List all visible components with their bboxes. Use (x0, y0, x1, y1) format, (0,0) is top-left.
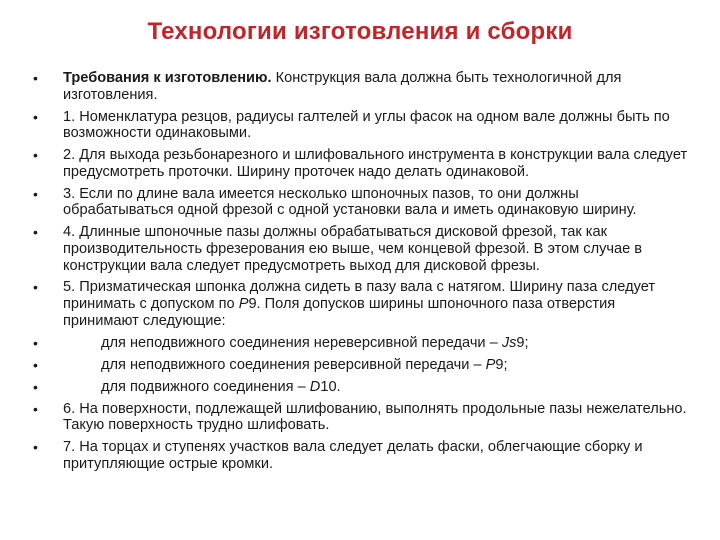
list-item (30, 379, 690, 396)
bullet-list (30, 70, 690, 478)
list-item (30, 439, 690, 472)
slide-title: Технологии изготовления и сборки (147, 18, 573, 45)
item-tolerance: Js (501, 334, 517, 351)
item-body-start: 5. Призматическая шпонка должна сидеть в пазу вала с натягом. Ширину паза следует принимать с допуском по (63, 279, 656, 313)
item-text (63, 357, 508, 373)
item-body-end: 9; (516, 334, 529, 351)
list-item (30, 109, 690, 142)
list-item (30, 186, 690, 219)
bullet-dot: • (33, 400, 38, 417)
item-text (63, 70, 621, 103)
item-text: 3. Если по длине вала имеется несколько шпоночных пазов, то они должны обрабатываться одной фрезой с одной установки вала и иметь одинаковую ширину. (63, 185, 637, 219)
list-item (30, 401, 690, 434)
item-body-start: для неподвижного соединения нереверсивной передачи – (101, 334, 502, 351)
bullet-dot: • (33, 108, 38, 125)
bullet-dot: • (33, 224, 38, 241)
bullet-dot: • (33, 378, 38, 395)
item-body-end: 9; (495, 356, 508, 373)
list-item (30, 224, 690, 274)
item-body: Конструкция вала должна быть технологичной для изготовления. (63, 70, 622, 103)
list-item (30, 147, 690, 180)
item-text (63, 335, 529, 351)
item-tolerance: Р (238, 296, 249, 313)
list-item (30, 279, 690, 329)
item-text: 7. На торцах и ступенях участков вала следует делать фаски, облегчающие сборку и притупляющие острые кромки. (63, 439, 643, 472)
item-text: 2. Для выхода резьбонарезного и шлифовального инструмента в конструкции вала следует предусмотреть проточки. Ширину проточек надо делать одинаковой. (63, 147, 688, 180)
bullet-dot: • (33, 439, 38, 456)
item-text (63, 379, 341, 395)
item-text: 4. Длинные шпоночные пазы должны обрабатываться дисковой фрезой, так как производительность фрезерования ею выше, чем концевой фрезой. В этом случае в конструкции вала следует предусмотреть выход для дисковой фрезы. (63, 224, 643, 274)
list-item (30, 357, 690, 374)
item-text (63, 279, 655, 328)
item-lead: Требования к изготовлению. (63, 70, 272, 86)
bullet-dot: • (33, 356, 38, 373)
bullet-dot: • (33, 70, 38, 86)
item-tolerance: D (309, 378, 321, 395)
bullet-dot: • (33, 334, 38, 351)
list-item (30, 70, 690, 103)
item-text: 6. На поверхности, подлежащей шлифованию, выполнять продольные пазы нежелательно. Такую поверхность трудно шлифовать. (63, 400, 687, 434)
bullet-dot: • (33, 185, 38, 202)
item-body-end: 10. (320, 378, 341, 395)
list-item (30, 335, 690, 352)
item-body-start: для подвижного соединения – (101, 378, 310, 395)
item-tolerance: Р (485, 356, 496, 373)
bullet-dot: • (33, 147, 38, 164)
item-text: 1. Номенклатура резцов, радиусы галтелей и углы фасок на одном вале должны быть по возможности одинаковыми. (63, 108, 670, 142)
bullet-dot: • (33, 279, 38, 296)
item-body-end: 9. Поля допусков ширины шпоночного паза отверстия принимают следующие: (63, 296, 616, 329)
item-body-start: для неподвижного соединения реверсивной передачи – (101, 356, 486, 373)
